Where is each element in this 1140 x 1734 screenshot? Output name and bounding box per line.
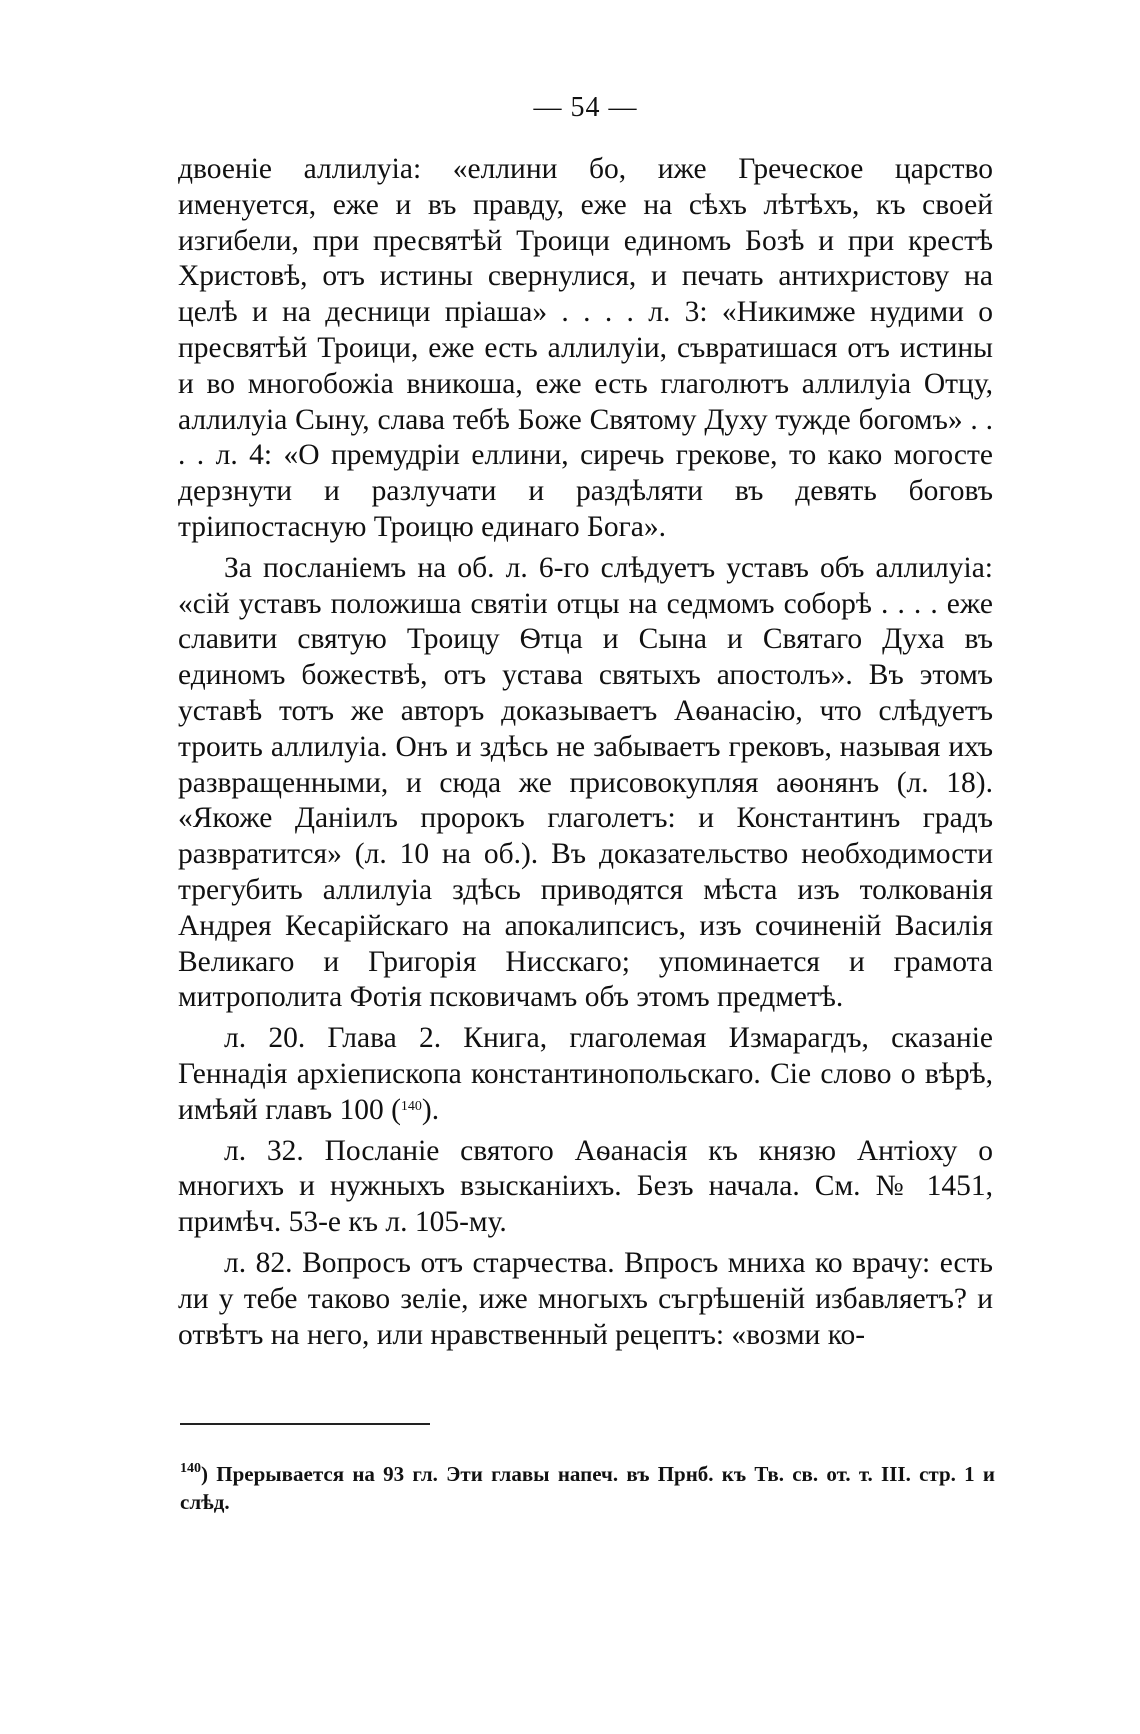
footnote-reference[interactable]: 140 <box>400 1098 422 1114</box>
footnote-divider <box>180 1423 430 1425</box>
body-text <box>178 152 993 1358</box>
paragraph-3-close: ). <box>421 1093 440 1126</box>
paragraph-2: За посланіемъ на об. л. 6-го слѣдуетъ уставъ объ аллилуіа: «сій уставъ положиша святіи отцы на седмомъ соборѣ . . . . еже славити святую Троицу Ѳтца и Сына и Святаго Духа въ единомъ божествѣ, отъ устава святыхъ апостолъ». Въ этомъ уставѣ тотъ же авторъ доказываетъ Аѳанасію, что слѣдуетъ троить аллилуіа. Онъ и здѣсь не забываетъ грековъ, называя ихъ развращенными, и сюда же присовокупляя аѳонянъ (л. 18). «Якоже Даніилъ пророкъ глаголетъ: и Константинъ градъ развратится» (л. 10 на об.). Въ доказательство необходимости трегубить аллилуіа здѣсь приводятся мѣста изъ толкованія Андрея Кесарійскаго на апокалипсисъ, изъ сочиненій Василія Великаго и Григорія Нисскаго; упоминается и грамота митрополита Фотія псковичамъ объ этомъ предметѣ. <box>178 551 993 1014</box>
paragraph-4: л. 32. Посланіе святого Аѳанасія къ князю Антіоху о многихъ и нужныхъ взысканіихъ. Безъ начала. См. № 1451, примѣч. 53-е къ л. 105-му. <box>178 1134 993 1239</box>
footnote-text: ) Прерывается на 93 гл. Эти главы напеч. въ Прнб. къ Тв. св. от. т. III. стр. 1 и слѣд. <box>180 1462 995 1514</box>
footnote <box>180 1460 995 1516</box>
page-number: — 54 — <box>533 92 638 123</box>
footnote-marker: 140 <box>180 1461 201 1476</box>
paragraph-1: двоеніе аллилуіа: «еллини бо, иже Греческое царство именуется, еже и въ правду, еже на сѣхъ лѣтѣхъ, къ своей изгибели, при пресвятѣй Троици единомъ Бозѣ и при крестѣ Христовѣ, отъ истины свернулися, и печать антихристову на целѣ и на десници пріаша» . . . . л. 3: «Никимже нудими о пресвятѣй Троици, еже есть аллилуіи, съвратишася отъ истины и во многобожіа вникоша, еже есть глаголютъ аллилуіа Отцу, аллилуіа Сыну, слава тебѣ Боже Святому Духу тужде богомъ» . . . . л. 4: «О премудріи еллини, сиречь грекове, то како могосте дерзнути и разлучати и раздѣляти въ девять боговъ тріипостасную Троицю единаго Бога». <box>178 153 993 543</box>
book-page <box>178 0 993 1734</box>
paragraph-5: л. 82. Вопросъ отъ старчества. Впросъ мниха ко врачу: есть ли у тебе таково зеліе, иже многыхъ съгрѣшеній избавляетъ? и отвѣтъ на него, или нравственный рецептъ: «возми ко- <box>178 1246 993 1351</box>
paragraph-3-text: л. 20. Глава 2. Книга, глаголемая Измарагдъ, сказаніе Геннадія архіепископа константинопольскаго. Сіе слово о вѣрѣ, имѣяй главъ 100 ( <box>178 1022 993 1126</box>
paragraph-3 <box>178 1021 993 1128</box>
